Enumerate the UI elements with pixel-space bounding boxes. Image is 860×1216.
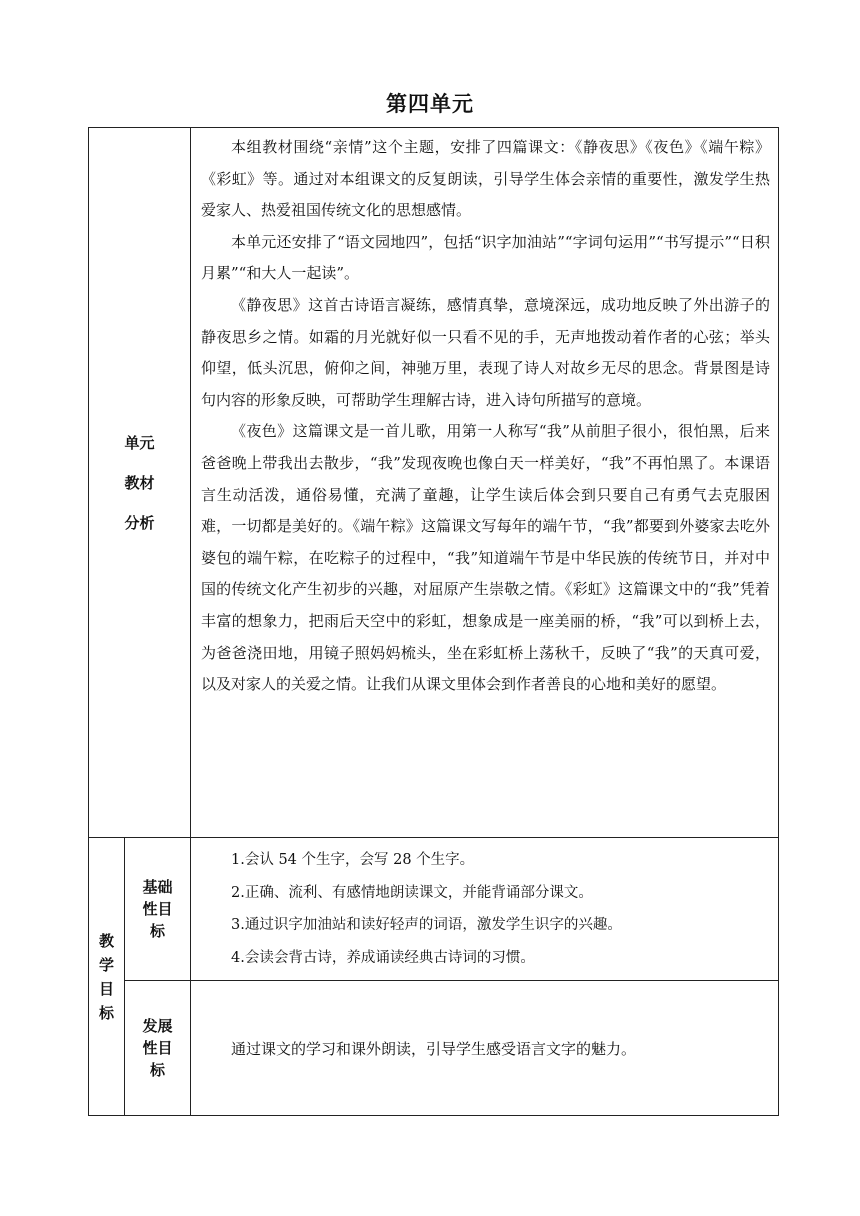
- basic-goals-label-line: 性目: [142, 900, 173, 918]
- analysis-row: [89, 128, 779, 838]
- basic-goals-row: [89, 838, 779, 981]
- lesson-plan-table: [88, 127, 779, 1116]
- development-goals-label-line: 性目: [142, 1039, 173, 1057]
- teaching-goals-label-char: 目: [98, 979, 114, 998]
- basic-goals-label-line: 标: [150, 922, 166, 940]
- analysis-content: [191, 128, 779, 838]
- teaching-goals-label-char: 学: [98, 955, 114, 974]
- analysis-label-line: 分析: [124, 513, 155, 532]
- development-goals-label-line: 发展: [142, 1017, 173, 1035]
- basic-goal-item: 4.会读会背古诗，养成诵读经典古诗词的习惯。: [231, 949, 535, 966]
- basic-goal-item: 1.会认 54 个生字，会写 28 个生字。: [231, 852, 475, 868]
- basic-goal-item: 3.通过识字加油站和读好轻声的词语，激发学生识字的兴趣。: [231, 917, 622, 933]
- teaching-goals-label: [89, 838, 125, 1116]
- teaching-goals-label-char: 教: [98, 931, 114, 950]
- basic-goal-item: 2.正确、流利、有感情地朗读课文，并能背诵部分课文。: [231, 884, 593, 901]
- basic-goals-label-line: 基础: [142, 878, 173, 896]
- analysis-paragraph: 《夜色》这篇课文是一首儿歌，用第一人称写“我”从前胆子很小，很怕黑，后来爸爸晚上带我出去散步，“我”发现夜晚也像白天一样美好，“我”不再怕黑了。本课语言生动活泼，通俗易懂，充满了童趣，让学生读后体会到只要自己有勇气去克服困难，一切都是美好的。《端午粽》这篇课文写每年的端午节，“我”都要到外婆家去吃外婆包的端午粽，在吃粽子的过程中，“我”知道端午节是中华民族的传统节日，并对中国的传统文化产生初步的兴趣，对屈原产生崇敬之情。《彩虹》这篇课文中的“我”凭着丰富的想象力，把雨后天空中的彩虹，想象成是一座美丽的桥，“我”可以到桥上去，为爸爸浇田地，用镜子照妈妈梳头，坐在彩虹桥上荡秋千，反映了“我”的天真可爱，以及对家人的关爱之情。让我们从课文里体会到作者善良的心地和美好的愿望。: [201, 422, 771, 694]
- development-goals-text: 通过课文的学习和课外朗读，引导学生感受语言文字的魅力。: [191, 981, 779, 1116]
- analysis-label-line: 单元: [124, 433, 155, 452]
- teaching-goals-label-char: 标: [98, 1003, 114, 1022]
- page-title: 第四单元: [386, 92, 474, 116]
- basic-goals-label: [125, 838, 191, 981]
- analysis-paragraph: 《静夜思》这首古诗语言凝练，感情真挚，意境深远，成功地反映了外出游子的静夜思乡之情。如霜的月光就好似一只看不见的手，无声地拨动着作者的心弦；举头仰望，低头沉思，俯仰之间，神驰万里，表现了诗人对故乡无尽的思念。背景图是诗句内容的形象反映，可帮助学生理解古诗，进入诗句所描写的意境。: [201, 295, 771, 409]
- analysis-paragraph: 本组教材围绕“亲情”这个主题，安排了四篇课文：《静夜思》《夜色》《端午粽》《彩虹》等。通过对本组课文的反复朗读，引导学生体会亲情的重要性，激发学生热爱家人、热爱祖国传统文化的思想感情。: [201, 138, 771, 220]
- development-goals-label-line: 标: [150, 1061, 166, 1079]
- development-goals-row: [89, 981, 779, 1116]
- analysis-paragraph: 本单元还安排了“语文园地四”，包括“识字加油站”“字词句运用”“书写提示”“日积月累”“和大人一起读”。: [201, 232, 771, 283]
- basic-goals-list: [191, 838, 779, 981]
- analysis-label: [89, 128, 191, 838]
- analysis-label-line: 教材: [124, 473, 155, 492]
- development-goals-label: [125, 981, 191, 1116]
